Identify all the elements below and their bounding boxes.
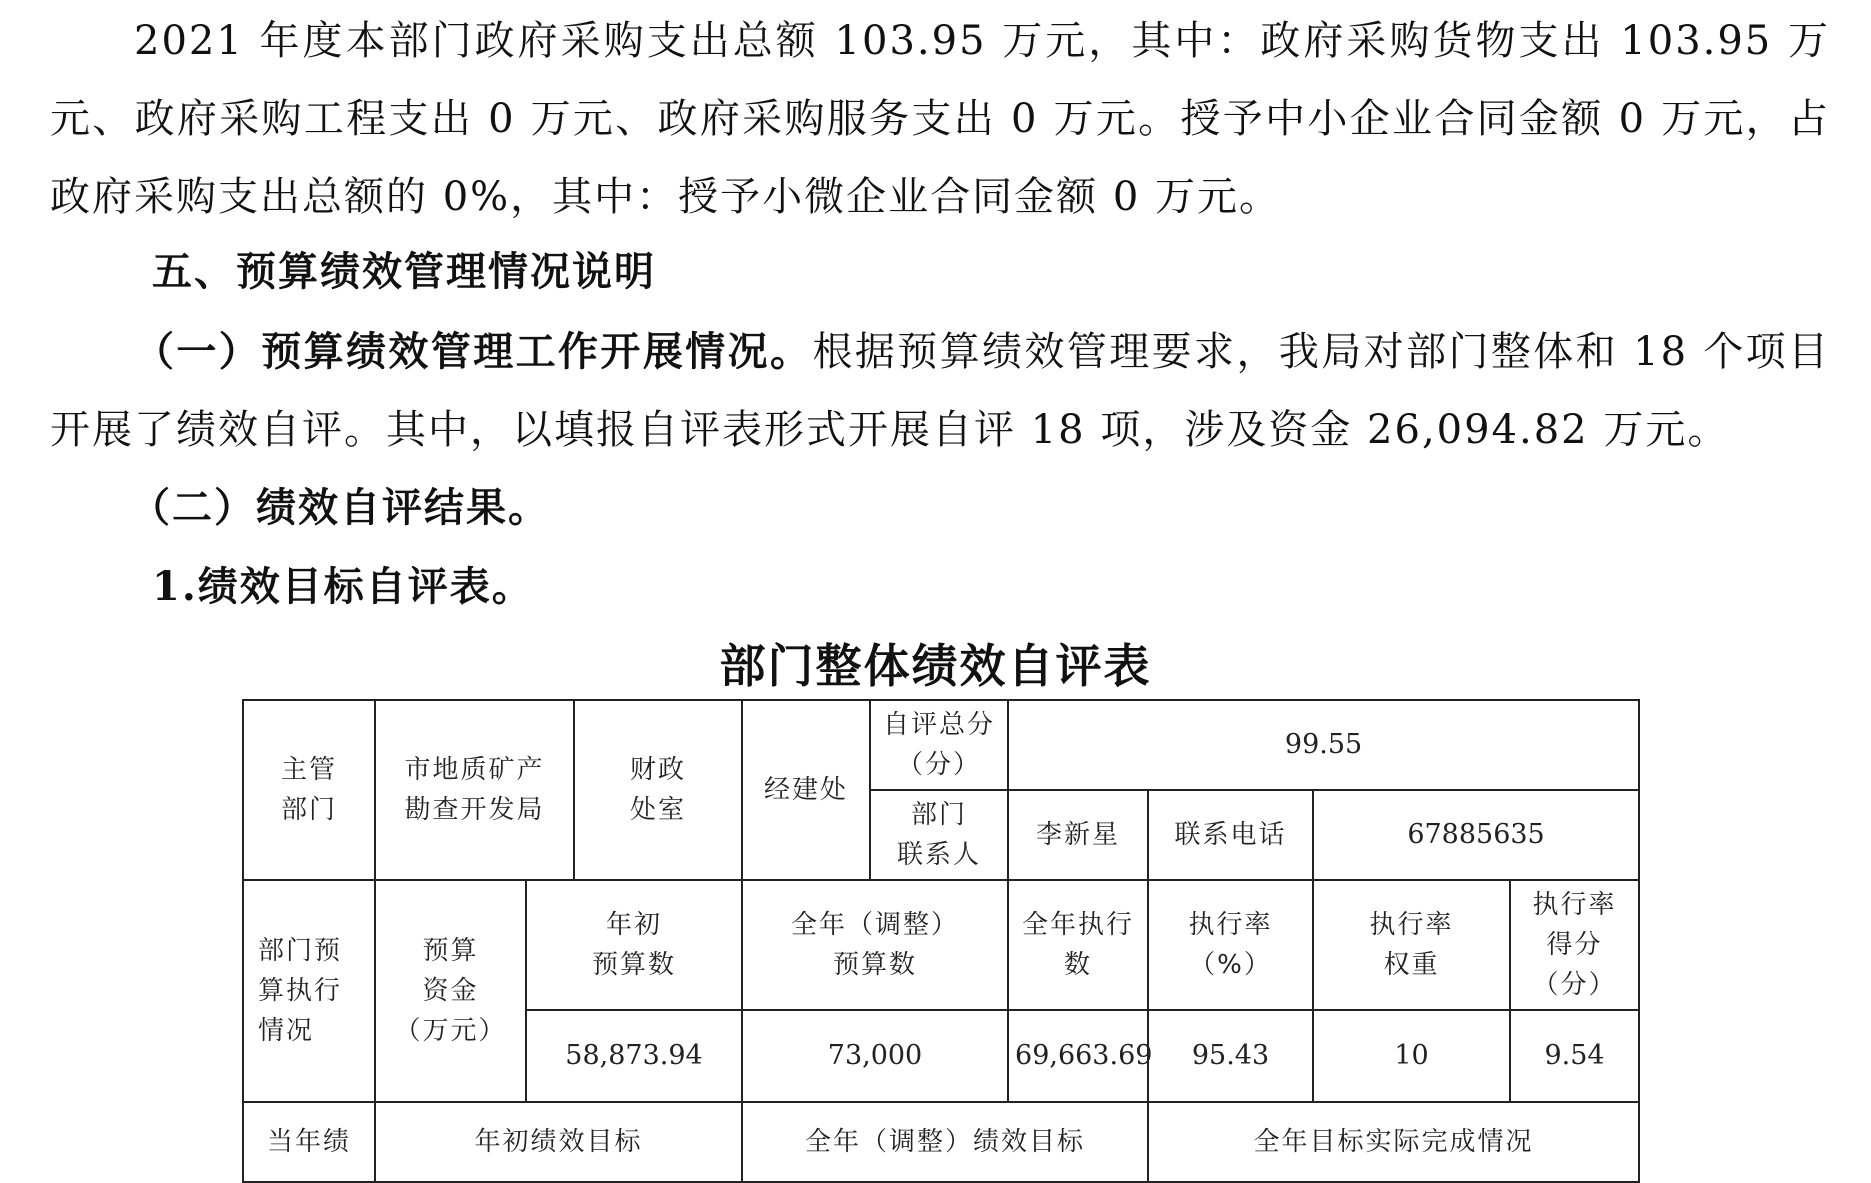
value-exec-rate: 95.43 [1148, 1010, 1313, 1102]
contact-value-cell: 李新星 [1008, 790, 1148, 880]
exec-label-cell: 部门预 算执行 情况 [243, 880, 375, 1102]
header-initial-budget: 年初 预算数 [526, 880, 742, 1010]
header-adjusted-budget: 全年（调整） 预算数 [742, 880, 1008, 1010]
header-rate-score: 执行率 得分 （分） [1510, 880, 1639, 1010]
dept-value-cell: 市地质矿产 勘查开发局 [375, 700, 574, 880]
value-executed: 69,663.69 [1008, 1010, 1148, 1102]
office-label-cell: 财政 处室 [574, 700, 742, 880]
section-5-heading: 五、预算绩效管理情况说明 [152, 248, 656, 295]
performance-table [242, 699, 1640, 1183]
actual-completion-header: 全年目标实际完成情况 [1148, 1102, 1639, 1182]
phone-value-cell: 67885635 [1313, 790, 1639, 880]
intro-paragraph: 2021 年度本部门政府采购支出总额 103.95 万元，其中：政府采购货物支出 103.95 万元、政府采购工程支出 0 万元、政府采购服务支出 0 万元。授予中小企业合同金额 0 万元，占政府采购支出总额的 0%，其中：授予小微企业合同金额 0 万元。 [50, 18, 1830, 220]
table-title: 部门整体绩效自评表 [719, 639, 1152, 693]
sub3-heading-text: 1.绩效目标自评表。 [152, 563, 534, 610]
sub2-heading: （二）绩效自评结果。 [130, 484, 550, 531]
value-initial-budget: 58,873.94 [526, 1010, 742, 1102]
perf-label-cell: 当年绩 [243, 1102, 375, 1182]
header-executed: 全年执行数 [1008, 880, 1148, 1010]
phone-label-cell: 联系电话 [1148, 790, 1313, 880]
score-value-cell: 99.55 [1008, 700, 1639, 790]
adjusted-goal-header: 全年（调整）绩效目标 [742, 1102, 1148, 1182]
header-rate-weight: 执行率 权重 [1313, 880, 1510, 1010]
contact-label-cell: 部门 联系人 [870, 790, 1008, 880]
dept-label-cell: 主管 部门 [243, 700, 375, 880]
header-exec-rate: 执行率 （%） [1148, 880, 1313, 1010]
score-label-cell: 自评总分 （分） [870, 700, 1008, 790]
value-rate-score: 9.54 [1510, 1010, 1639, 1102]
office-value-cell: 经建处 [742, 700, 870, 880]
value-adjusted-budget: 73,000 [742, 1010, 1008, 1102]
funds-label-cell: 预算 资金 （万元） [375, 880, 526, 1102]
value-rate-weight: 10 [1313, 1010, 1510, 1102]
sub1-text: 根据预算绩效管理要求，我局对部门整体和 18 个项目开展了绩效自评。其中，以填报自评表形式开展自评 18 项，涉及资金 26,094.82 万元。 [50, 329, 1831, 453]
sub3-heading [152, 555, 534, 619]
sub1-paragraph [50, 313, 1830, 469]
initial-goal-header: 年初绩效目标 [375, 1102, 742, 1182]
sub1-heading: （一）预算绩效管理工作开展情况。 [134, 328, 813, 375]
